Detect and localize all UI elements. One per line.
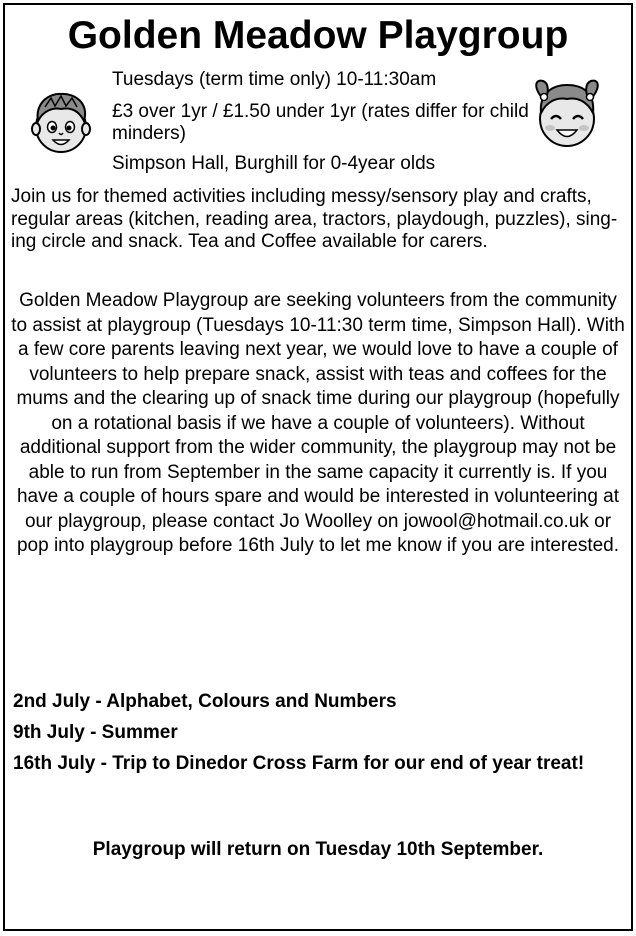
girl-face-icon (531, 73, 603, 157)
volunteer-appeal-paragraph: Golden Meadow Playgroup are seeking volunteers from the community to assist at playgroup (Tuesdays 10-11:30 term time, Simpson Hall). With a few core parents leaving next year, we would love to have a couple of volunteers to help prepare snack, assist with teas and coffees for the mums and the clearing up of snack time during our playgroup (hopefully on a rotational basis if we have a couple of volunteers). Without additional support from the wider community, the playgroup may not be able to run from September in the same capacity it currently is. If you have a couple of hours spare and would be interested in volunteering at our playgroup, please contact Jo Woolley on jowool@hotmail.co.uk or pop into playgroup before 16th July to let me know if you are interested. (11, 290, 625, 556)
boy-face-icon (31, 89, 91, 161)
schedule-item: 2nd July - Alphabet, Colours and Numbers (13, 691, 397, 712)
flyer (3, 3, 633, 931)
return-note: Playgroup will return on Tuesday 10th September. (92, 839, 544, 860)
venue-info: Simpson Hall, Burghill for 0-4year olds (112, 153, 436, 174)
price-info: £3 over 1yr / £1.50 under 1yr (rates differ for child minders) (112, 101, 529, 144)
schedule-item: 16th July - Trip to Dinedor Cross Farm for our end of year treat! (13, 753, 585, 774)
schedule-time: Tuesdays (term time only) 10-11:30am (112, 69, 437, 90)
page-title: Golden Meadow Playgroup (67, 14, 569, 57)
intro-paragraph: Join us for themed activities including messy/sensory play and crafts, regular areas (kitchen, reading area, tractors, playdough, puzzles), sing-ing circle and snack. Tea and Coffee available for carers. (11, 186, 618, 252)
schedule-item: 9th July - Summer (13, 722, 178, 743)
